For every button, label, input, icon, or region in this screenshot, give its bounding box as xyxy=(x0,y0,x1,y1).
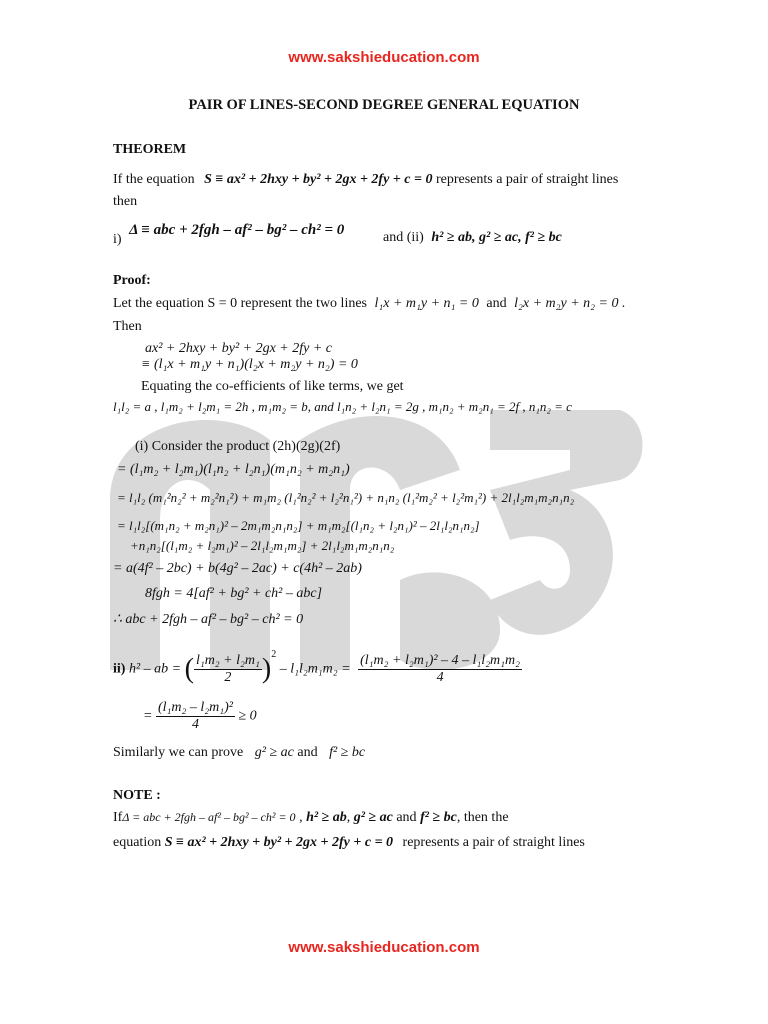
condition-ii xyxy=(383,230,562,246)
condition-i-equation: Δ ≡ abc + 2fgh – af² – bg² – ch² = 0 xyxy=(129,222,345,238)
proof-expand-line2: ≡ (l₁x + m₁y + n₁)(l₂x + m₂y + n₂) = 0 xyxy=(141,357,358,372)
note-cond1: h² ≥ ab xyxy=(306,810,347,825)
proof-step5: = a(4f² – 2bc) + b(4g² – 2ac) + c(4h² – 2ab) xyxy=(113,561,362,576)
note-equation-word: equation xyxy=(113,835,162,850)
proof-step3: = l₁l₂[(m₁n₂ + m₂n₁)² – 2m₁m₂n₁n₂] + m₁m₂[(l₁n₂ + l₂n₁)² – 2l₁l₂n₁n₂] xyxy=(117,518,480,533)
note-represents: represents a pair of straight lines xyxy=(402,835,585,850)
frac2-denominator: 4 xyxy=(436,670,444,685)
theorem-intro xyxy=(113,172,618,188)
condition-ii-label: and (ii) xyxy=(383,230,424,245)
part-ii-lhs: h² – ab = xyxy=(128,661,182,677)
proof-step6: 8fgh = 4[af² + bg² + ch² – abc] xyxy=(145,586,323,601)
theorem-intro-suffix: represents a pair of straight lines xyxy=(435,172,619,187)
proof-step1: = (l₁m₂ + l₂m₁)(l₁n₂ + l₂n₁)(m₁n₂ + m₂n₁) xyxy=(117,462,350,477)
part-ii-label: ii) xyxy=(113,661,126,677)
proof-line1-eq2: l₂x + m₂y + n₂ = 0 . xyxy=(514,296,626,311)
part-ii-result-suffix: ≥ 0 xyxy=(238,708,257,724)
part-ii-frac2 xyxy=(358,653,522,686)
similarly-line xyxy=(113,745,365,761)
proof-line1-prefix: Let the equation S = 0 represent the two lines xyxy=(113,296,367,311)
proof-part-ii: ii) h² – ab = ( $\frac{\text{l₁m₂ + l₂m₁}}{2}$ )$^2$ – l₁l₂m₁m₂ = $\frac{\text{(l₁m₂ + l₂m₁)² – 4 – l₁l₂m₁m₂}}{4}$ xyxy=(113,649,521,685)
part-ii-frac1 xyxy=(194,653,262,686)
proof-line1-eq1: l₁x + m₁y + n₁ = 0 xyxy=(374,296,479,311)
theorem-heading: THEOREM xyxy=(113,142,187,157)
note-heading: NOTE : xyxy=(113,788,161,803)
note-line1: IfΔ = abc + 2fgh – af² – bg² – ch² = 0 , h² ≥ ab, g² ≥ ac and f² ≥ bc, then the xyxy=(113,810,509,825)
proof-heading: Proof: xyxy=(113,273,151,288)
note-delta: Δ = abc + 2fgh – af² – bg² – ch² = 0 xyxy=(122,810,296,824)
theorem-then: then xyxy=(113,194,138,209)
proof-line1-and: and xyxy=(486,296,507,311)
note-then-the: , then the xyxy=(456,810,509,825)
theorem-intro-prefix: If the equation xyxy=(113,172,195,187)
part-ii-result: = $\frac{\text{(l₁m₂ – l₂m₁)²}}{4}$ ≥ 0 xyxy=(143,700,257,732)
similarly-eq2: f² ≥ bc xyxy=(329,745,366,760)
proof-step7: ∴ abc + 2fgh – af² – bg² – ch² = 0 xyxy=(113,612,304,627)
theorem-equation: S ≡ ax² + 2hxy + by² + 2gx + 2fy + c = 0 xyxy=(204,172,433,187)
frac1-denominator: 2 xyxy=(224,670,232,685)
similarly-and: and xyxy=(297,745,318,760)
page-title: PAIR OF LINES-SECOND DEGREE GENERAL EQUATION xyxy=(188,97,580,113)
proof-step2: = l₁l₂ (m₁²n₂² + m₂²n₁²) + m₁m₂ (l₁²n₂² + l₂²n₁²) + n₁n₂ (l₁²m₂² + l₂²m₁²) + 2l₁l₂m₁m₂n₁n₂ xyxy=(117,490,575,505)
note-and: and xyxy=(396,810,417,825)
proof-expand-line1: ax² + 2hxy + by² + 2gx + 2fy + c xyxy=(145,341,333,356)
condition-ii-equation: h² ≥ ab, g² ≥ ac, f² ≥ bc xyxy=(431,230,562,245)
condition-i xyxy=(113,222,345,247)
part-ii-result-frac xyxy=(156,700,235,733)
similarly-eq1: g² ≥ ac xyxy=(254,745,294,760)
part-ii-mid: – l₁l₂m₁m₂ = xyxy=(279,661,351,677)
right-paren: ) xyxy=(261,653,272,685)
proof-coefficients: l₁l₂ = a , l₁m₂ + l₂m₁ = 2h , m₁m₂ = b, and l₁n₂ + l₂n₁ = 2g , m₁n₂ + m₂n₁ = 2f , n₁n₂ = c xyxy=(113,399,572,414)
note-if: If xyxy=(113,810,123,825)
footer-url-link[interactable]: www.sakshieducation.com xyxy=(288,939,480,956)
frac1-numerator: l₁m₂ + l₂m₁ xyxy=(195,653,260,668)
proof-line1 xyxy=(113,296,625,312)
result-numerator: (l₁m₂ – l₂m₁)² xyxy=(157,700,233,715)
note-cond2: g² ≥ ac xyxy=(353,810,393,825)
note-equation: S ≡ ax² + 2hxy + by² + 2gx + 2fy + c = 0 xyxy=(164,835,394,850)
left-paren: ( xyxy=(184,653,194,685)
proof-step4: +n₁n₂[(l₁m₂ + l₂m₁)² – 2l₁l₂m₁m₂] + 2l₁l₂m₁m₂n₁n₂ xyxy=(130,538,395,553)
condition-i-label: i) xyxy=(113,232,122,247)
proof-consider: (i) Consider the product (2h)(2g)(2f) xyxy=(135,439,341,454)
note-line2 xyxy=(113,835,585,851)
frac2-numerator: (l₁m₂ + l₂m₁)² – 4 – l₁l₂m₁m₂ xyxy=(360,653,521,668)
header-url-link[interactable]: www.sakshieducation.com xyxy=(288,49,480,66)
result-denominator: 4 xyxy=(191,717,199,732)
similarly-prefix: Similarly we can prove xyxy=(113,745,244,760)
proof-equating: Equating the co-efficients of like terms, we get xyxy=(141,379,404,394)
proof-then: Then xyxy=(113,319,142,334)
note-cond3: f² ≥ bc xyxy=(420,810,457,825)
